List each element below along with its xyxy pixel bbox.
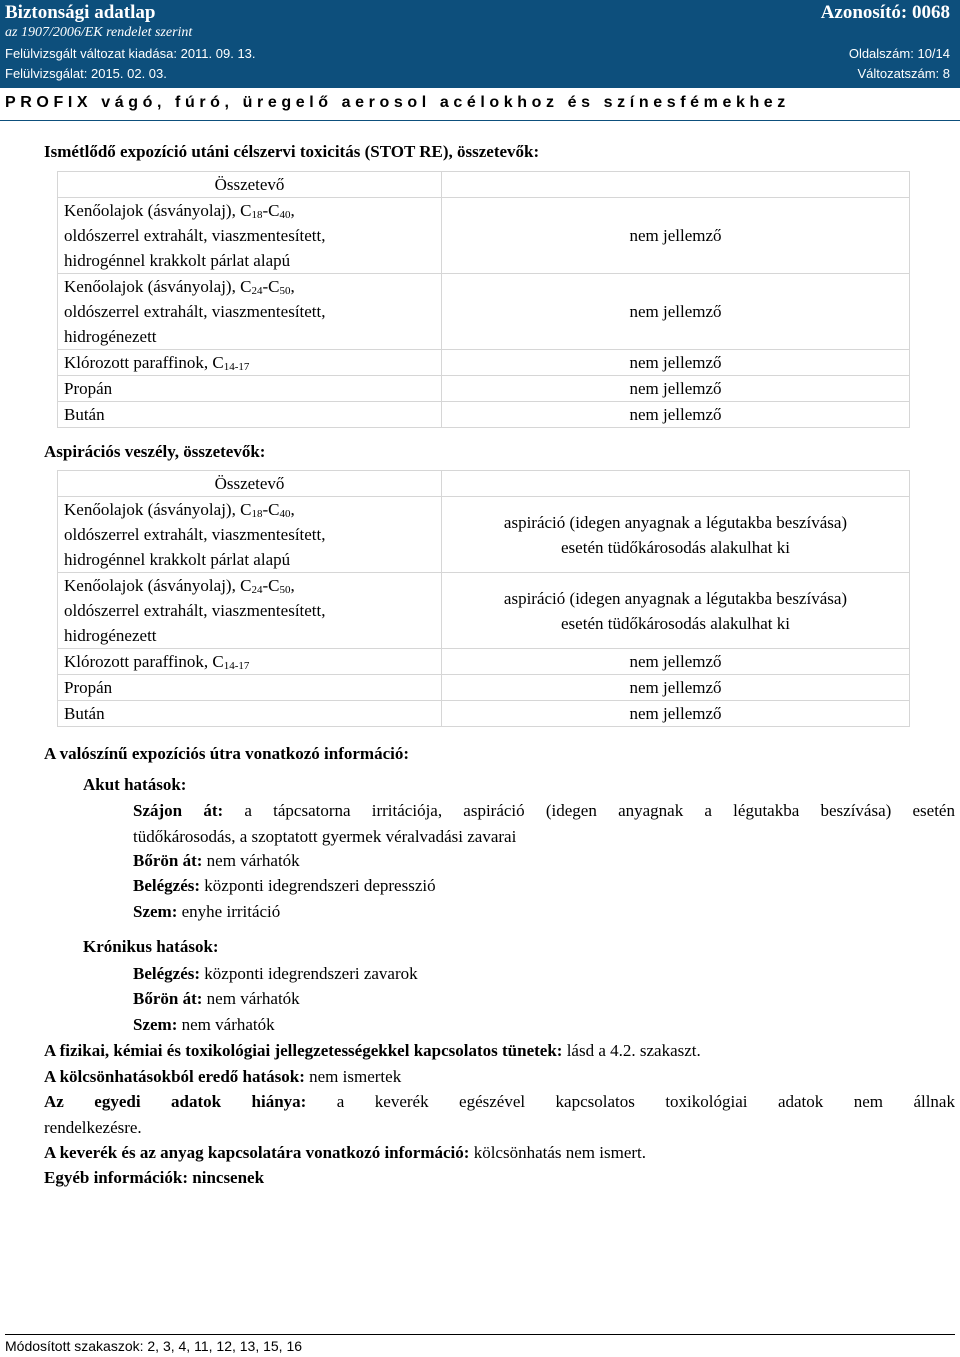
document-header: [0, 0, 960, 88]
table-header-component: Összetevő: [58, 471, 442, 497]
table-row: [58, 350, 910, 376]
table-row: [58, 497, 910, 573]
table-row: [58, 198, 910, 274]
component-name: Klórozott paraffinok, $C_{14-17}$: [58, 350, 442, 376]
component-value: nem jellemző: [442, 350, 910, 376]
component-name: Kenőolajok (ásványolaj), $C_{24}-C_{50}$, oldószerrel extrahált, viaszmentesített, hidrogénezett: [58, 274, 442, 350]
component-value: aspiráció (idegen anyagnak a légutakba beszívása) esetén tüdőkárosodás alakulhat ki: [442, 573, 910, 649]
table-header-component: Összetevő: [58, 172, 442, 198]
product-name: PROFIX vágó, fúró, üregelő aerosol acélokhoz és színesfémekhez: [5, 94, 790, 111]
misc-info: Egyéb információk: nincsenek: [44, 1168, 265, 1187]
modified-sections: Módosított szakaszok: 2, 3, 4, 11, 12, 13, 15, 16: [5, 1338, 303, 1354]
component-name: Bután: [58, 701, 442, 727]
acute-eye: Szem: enyhe irritáció: [133, 902, 281, 921]
table-row: [58, 573, 910, 649]
stot-table: [57, 171, 910, 428]
acute-oral: Szájon át: a tápcsatorna irritációja, aspiráció (idegen anyagnak a légutakba beszívása) esetén tüdőkárosodás, a szoptatott gyermek véralvadási zavarai: [133, 801, 955, 846]
aspiration-table: [57, 470, 910, 727]
table-row: [58, 402, 910, 428]
component-value: nem jellemző: [442, 649, 910, 675]
header-rule: [0, 120, 960, 121]
component-name: Kenőolajok (ásványolaj), $C_{18}-C_{40}$, oldószerrel extrahált, viaszmentesített, hidrogénnel krakkolt párlat alapú: [58, 497, 442, 573]
component-value: nem jellemző: [442, 274, 910, 350]
footer-rule: [5, 1334, 955, 1335]
document-identifier: Azonosító: 0068: [820, 2, 950, 23]
aspiration-title: Aspirációs veszély, összetevők:: [44, 442, 266, 461]
component-value: nem jellemző: [442, 675, 910, 701]
component-value: nem jellemző: [442, 198, 910, 274]
table-row: [58, 172, 910, 198]
exposure-title: A valószínű expozíciós útra vonatkozó információ:: [44, 744, 410, 763]
component-name: Kenőolajok (ásványolaj), $C_{18}-C_{40}$, oldószerrel extrahált, viaszmentesített, hidrogénnel krakkolt párlat alapú: [58, 198, 442, 274]
interaction-info: A kölcsönhatásokból eredő hatások: nem ismertek: [44, 1067, 402, 1086]
table-row: [58, 471, 910, 497]
table-row: [58, 376, 910, 402]
chronic-title: Krónikus hatások:: [83, 937, 219, 956]
table-row: [58, 675, 910, 701]
table-row: [58, 649, 910, 675]
component-value: nem jellemző: [442, 402, 910, 428]
revised-edition: Felülvizsgált változat kiadása: 2011. 09. 13.: [5, 46, 256, 61]
missing-data-info: Az egyedi adatok hiánya: a keverék egészével kapcsolatos toxikológiai adatok nem állnak rendelkezésre.: [44, 1092, 955, 1137]
component-name: Propán: [58, 675, 442, 701]
table-row: [58, 701, 910, 727]
chronic-eye: Szem: nem várhatók: [133, 1015, 275, 1034]
chronic-skin: Bőrön át: nem várhatók: [133, 989, 300, 1008]
regulation-reference: az 1907/2006/EK rendelet szerint: [5, 25, 193, 40]
acute-skin: Bőrön át: nem várhatók: [133, 851, 300, 870]
symptoms-info: A fizikai, kémiai és toxikológiai jellegzetességekkel kapcsolatos tünetek: lásd a 4.2. szakaszt.: [44, 1041, 701, 1060]
component-name: Klórozott paraffinok, $C_{14-17}$: [58, 649, 442, 675]
document-title: Biztonsági adatlap: [5, 2, 156, 23]
table-row: [58, 274, 910, 350]
revision-date: Felülvizsgálat: 2015. 02. 03.: [5, 66, 167, 81]
chronic-inhalation: Belégzés: központi idegrendszeri zavarok: [133, 964, 418, 983]
component-value: nem jellemző: [442, 701, 910, 727]
component-value: nem jellemző: [442, 376, 910, 402]
acute-title: Akut hatások:: [83, 775, 187, 794]
relation-info: A keverék és az anyag kapcsolatára vonatkozó információ: kölcsönhatás nem ismert.: [44, 1143, 647, 1162]
version-number: Változatszám: 8: [857, 66, 950, 81]
component-name: Bután: [58, 402, 442, 428]
component-value: aspiráció (idegen anyagnak a légutakba beszívása) esetén tüdőkárosodás alakulhat ki: [442, 497, 910, 573]
stot-title: Ismétlődő expozíció utáni célszervi toxicitás (STOT RE), összetevők:: [44, 142, 540, 161]
page-number: Oldalszám: 10/14: [848, 46, 950, 61]
component-name: Propán: [58, 376, 442, 402]
acute-inhalation: Belégzés: központi idegrendszeri depresszió: [133, 876, 436, 895]
component-name: Kenőolajok (ásványolaj), $C_{24}-C_{50}$, oldószerrel extrahált, viaszmentesített, hidrogénezett: [58, 573, 442, 649]
